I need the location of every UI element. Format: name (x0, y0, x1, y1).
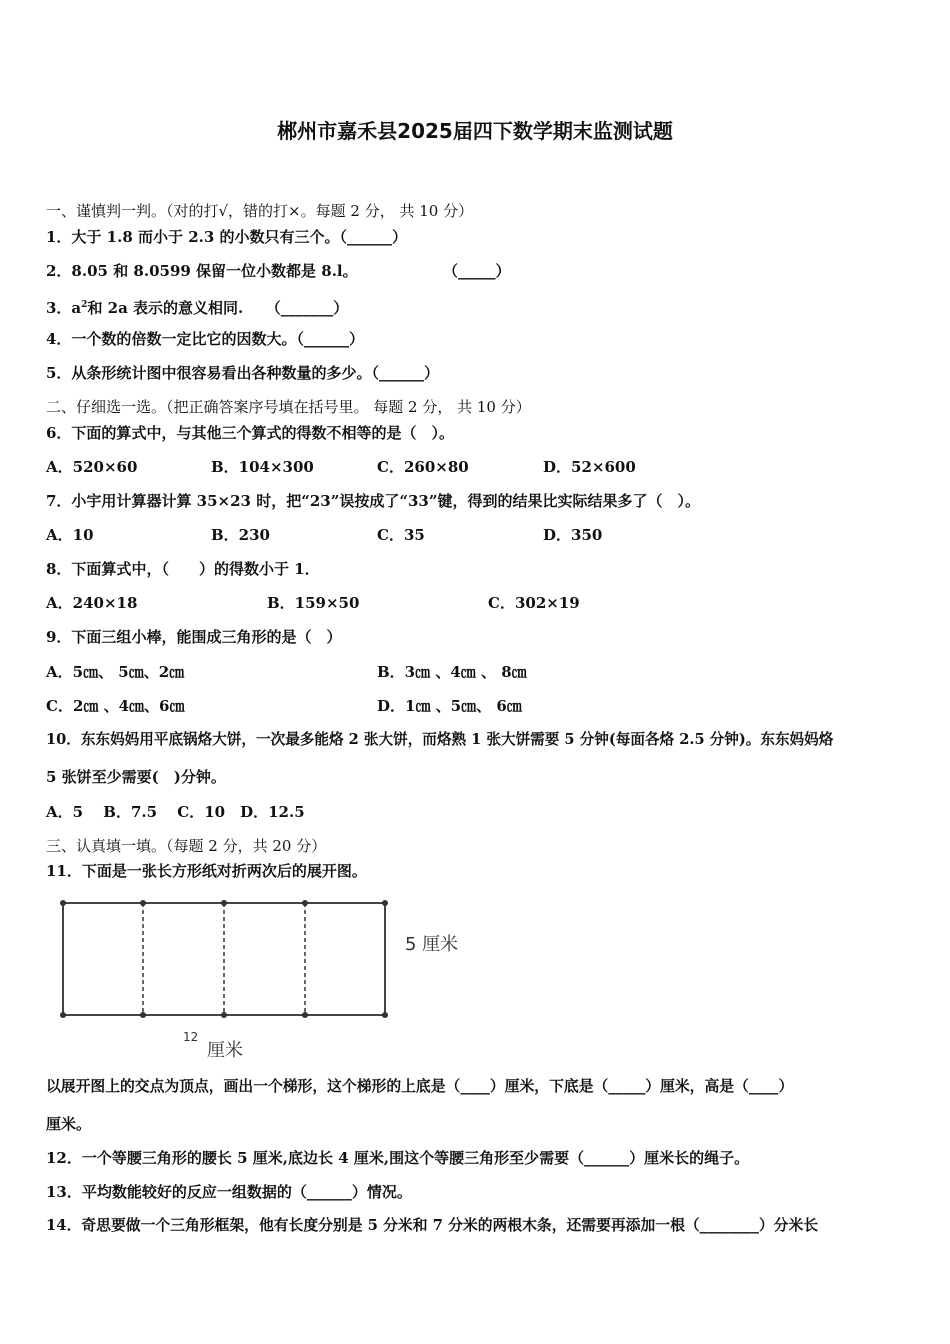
unfolded-paper-figure (55, 890, 475, 1069)
q8-option-b: B．159×50 (267, 594, 360, 612)
q7-option-b: B．230 (211, 526, 270, 544)
q7-option-d: D．350 (543, 526, 603, 544)
width-label-number: 12 (183, 1030, 199, 1044)
q7-option-a: A．10 (46, 526, 94, 544)
question-6: 6．下面的算式中，与其他三个算式的得数不相等的是（ ）。 (46, 424, 454, 442)
q9-option-a: A．5㎝、 5㎝、2㎝ (46, 663, 185, 681)
question-10-line2: 5 张饼至少需要( )分钟。 (46, 768, 226, 786)
q6-option-d: D．52×600 (543, 458, 636, 476)
question-5: 5．从条形统计图中很容易看出各种数量的多少。（______） (46, 364, 439, 382)
section2-heading: 二、仔细选一选。（把正确答案序号填在括号里。 每题 2 分， 共 10 分） (46, 398, 531, 416)
question-1: 1．大于 1.8 而小于 2.3 的小数只有三个。（______） (46, 228, 408, 246)
rectangle-diagram (55, 890, 475, 1065)
question-13: 13．平均数能较好的反应一组数据的（______）情况。 (46, 1183, 412, 1201)
question-9: 9．下面三组小棒，能围成三角形的是（ ） (46, 628, 342, 646)
question-11: 11．下面是一张长方形纸对折两次后的展开图。 (46, 862, 367, 880)
question-2: 2．8.05 和 8.0599 保留一位小数都是 8.l。 (46, 262, 358, 280)
width-label-unit: 厘米 (207, 1040, 243, 1061)
question-2-blank: （_____） (443, 262, 511, 280)
q8-option-a: A．240×18 (46, 594, 138, 612)
section1-heading: 一、谨慎判一判。（对的打√，错的打×。每题 2 分， 共 10 分） (46, 202, 474, 220)
q8-option-c: C．302×19 (488, 594, 580, 612)
question-10-line1: 10．东东妈妈用平底锅烙大饼，一次最多能烙 2 张大饼，而烙熟 1 张大饼需要 5 分钟(每面各烙 2.5 分钟)。东东妈妈烙 (46, 731, 834, 748)
page-title: 郴州市嘉禾县2025届四下数学期末监测试题 (277, 119, 673, 143)
question-11-text-cont: 厘米。 (46, 1115, 92, 1133)
question-12: 12．一个等腰三角形的腰长 5 厘米,底边长 4 厘米,围这个等腰三角形至少需要（______）厘米长的绳子。 (46, 1149, 750, 1167)
question-3: 3．$a^2$和 2a 表示的意义相同. （_______） (46, 299, 349, 317)
q6-option-c: C．260×80 (377, 458, 469, 476)
question-4: 4．一个数的倍数一定比它的因数大。（______） (46, 330, 364, 348)
q7-option-c: C．35 (377, 526, 425, 544)
q9-option-c: C．2㎝ 、4㎝、6㎝ (46, 697, 185, 715)
question-11-text: 以展开图上的交点为顶点，画出一个梯形，这个梯形的上底是（____）厘米，下底是（_____）厘米，高是（____） (46, 1078, 794, 1095)
question-7: 7．小宇用计算器计算 35×23 时，把“23”误按成了“33”键，得到的结果比实际结果多了（ ）。 (46, 492, 700, 510)
q6-option-a: A．520×60 (46, 458, 138, 476)
q10-options: A．5 B．7.5 C．10 D．12.5 (46, 803, 305, 821)
q6-option-b: B．104×300 (211, 458, 314, 476)
q9-option-d: D．1㎝ 、5㎝、 6㎝ (377, 697, 522, 715)
height-label: 5 厘米 (405, 934, 459, 955)
question-8: 8．下面算式中，（ ）的得数小于 1． (46, 560, 320, 578)
question-14: 14．奇思要做一个三角形框架，他有长度分别是 5 分米和 7 分米的两根木条，还需要再添加一根（________）分米长 (46, 1217, 819, 1234)
section3-heading: 三、认真填一填。（每题 2 分，共 20 分） (46, 837, 327, 855)
q9-option-b: B．3㎝ 、4㎝ 、 8㎝ (377, 663, 527, 681)
